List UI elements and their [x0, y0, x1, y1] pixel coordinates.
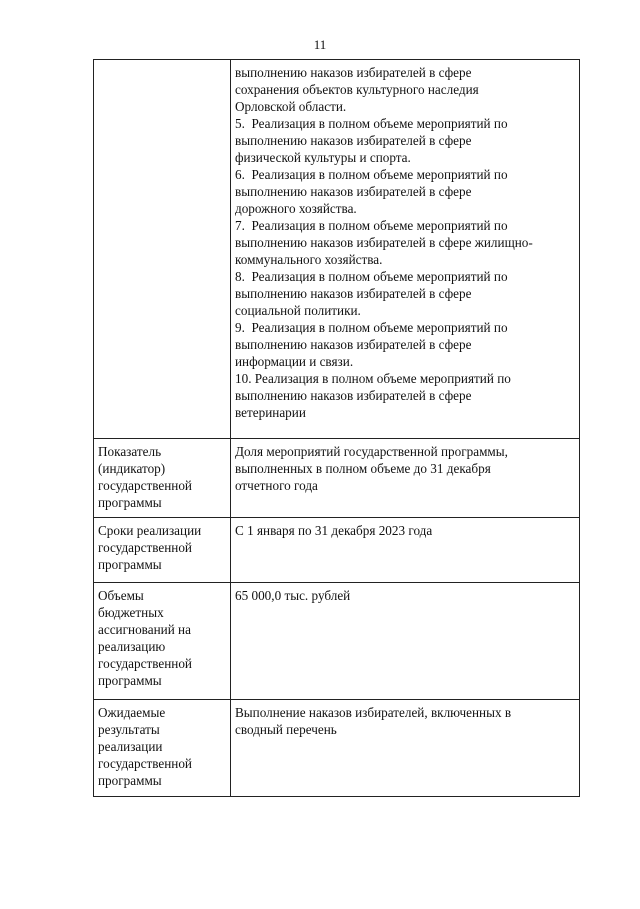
program-passport-table — [93, 59, 580, 797]
text-line: выполнению наказов избирателей в сфере жилищно- — [235, 235, 533, 250]
text-line: выполнению наказов избирателей в сфере — [235, 133, 472, 148]
row-label-cell — [94, 439, 231, 518]
row-value-cell — [231, 518, 580, 583]
label-line: государственной — [98, 656, 192, 671]
text-line: выполненных в полном объеме до 31 декабря — [235, 461, 491, 476]
text-line: 65 000,0 тыс. рублей — [235, 588, 351, 603]
label-line: бюджетных — [98, 605, 164, 620]
text-line: выполнению наказов избирателей в сфере — [235, 388, 472, 403]
text-line: Доля мероприятий государственной программы, — [235, 444, 508, 459]
text-line: отчетного года — [235, 478, 318, 493]
table-row-period — [94, 518, 580, 583]
text-line: 6. Реализация в полном объеме мероприятий по — [235, 167, 508, 182]
row-label-cell — [94, 700, 231, 797]
text-line: 7. Реализация в полном объеме мероприятий по — [235, 218, 508, 233]
table-row-budget — [94, 583, 580, 700]
label-line: (индикатор) — [98, 461, 166, 476]
text-line: сводный перечень — [235, 722, 337, 737]
row-value-cell — [231, 60, 580, 439]
label-line: реализацию — [98, 639, 166, 654]
row-label-cell — [94, 583, 231, 700]
text-line: физической культуры и спорта. — [235, 150, 411, 165]
label-line: Объемы — [98, 588, 144, 603]
label-line: Показатель — [98, 444, 162, 459]
label-line: реализации — [98, 739, 163, 754]
table-row-indicator — [94, 439, 580, 518]
row-value-cell — [231, 583, 580, 700]
text-line: коммунального хозяйства. — [235, 252, 383, 267]
row-label-cell — [94, 60, 231, 439]
label-line: государственной — [98, 478, 192, 493]
text-line: С 1 января по 31 декабря 2023 года — [235, 523, 433, 538]
text-line: социальной политики. — [235, 303, 361, 318]
text-line: выполнению наказов избирателей в сфере — [235, 184, 472, 199]
text-line: ветеринарии — [235, 405, 306, 420]
page-number: 11 — [313, 37, 327, 52]
label-line: программы — [98, 673, 162, 688]
label-line: программы — [98, 495, 162, 510]
row-value-cell — [231, 700, 580, 797]
label-line: ассигнований на — [98, 622, 191, 637]
text-line: информации и связи. — [235, 354, 354, 369]
text-line: сохранения объектов культурного наследия — [235, 82, 479, 97]
table-row-results — [94, 700, 580, 797]
text-line: Орловской области. — [235, 99, 347, 114]
label-line: программы — [98, 773, 162, 788]
text-line: 8. Реализация в полном объеме мероприятий по — [235, 269, 508, 284]
text-line: 10. Реализация в полном объеме мероприятий по — [235, 371, 511, 386]
text-line: выполнению наказов избирателей в сфере — [235, 286, 472, 301]
text-line: выполнению наказов избирателей в сфере — [235, 65, 472, 80]
text-line: 9. Реализация в полном объеме мероприятий по — [235, 320, 508, 335]
table-row-continuation — [94, 60, 580, 439]
row-value-cell — [231, 439, 580, 518]
label-line: государственной — [98, 756, 192, 771]
text-line: Выполнение наказов избирателей, включенных в — [235, 705, 512, 720]
label-line: государственной — [98, 540, 192, 555]
text-line: выполнению наказов избирателей в сфере — [235, 337, 472, 352]
text-line: дорожного хозяйства. — [235, 201, 357, 216]
label-line: результаты — [98, 722, 160, 737]
label-line: Сроки реализации — [98, 523, 202, 538]
label-line: программы — [98, 557, 162, 572]
text-line: 5. Реализация в полном объеме мероприятий по — [235, 116, 508, 131]
row-label-cell — [94, 518, 231, 583]
label-line: Ожидаемые — [98, 705, 166, 720]
